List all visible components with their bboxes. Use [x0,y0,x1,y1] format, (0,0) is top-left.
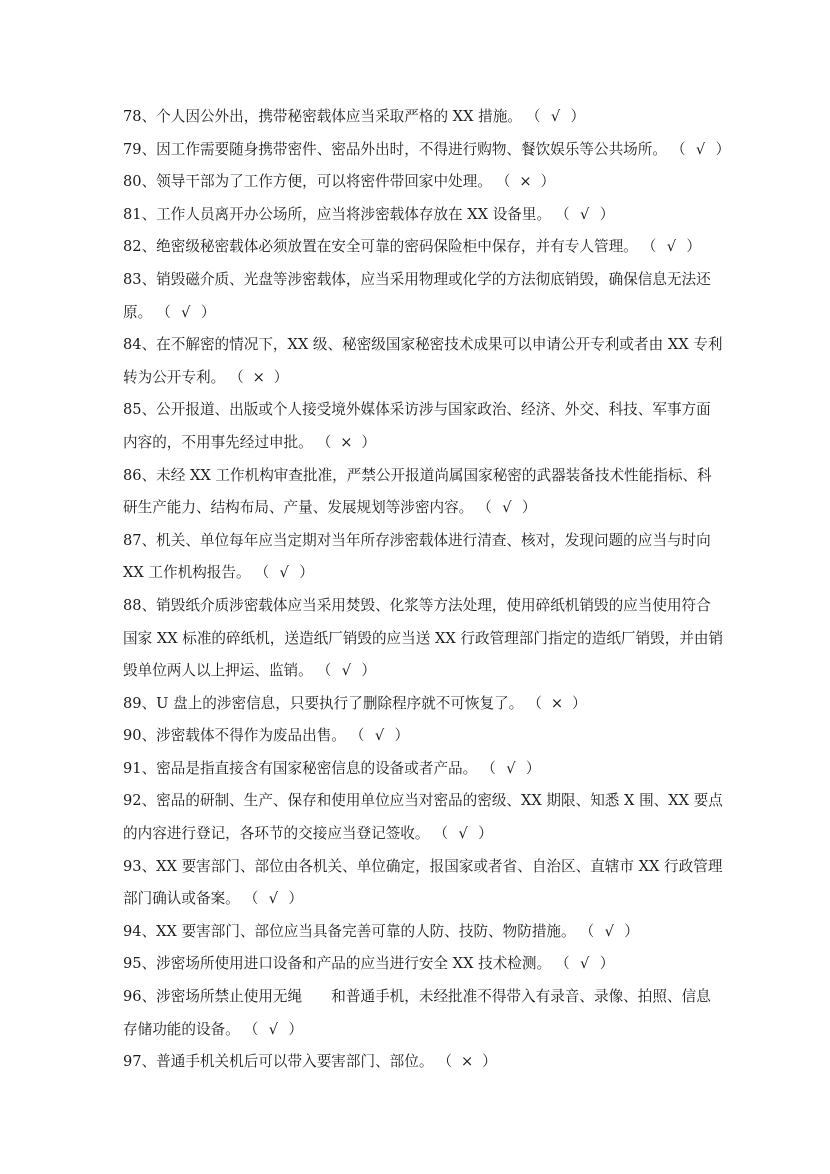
bracket-open: （ [349,727,365,745]
bracket-open: （ [437,1053,453,1071]
answer-value: √ [604,922,614,940]
answer-mark [555,953,614,975]
question-text: 83、销毁磁介质、光盘等涉密载体，应当采用物理或化学的方法彻底销毁，确保信息无法还 [123,270,711,288]
question-text: 89、U 盘上的涉密信息，只要执行了删除程序就不可恢复了。 [123,694,524,712]
question-text-line [123,1019,708,1052]
bracket-open: （ [243,890,259,908]
question-text: XX 工作机构报告。 [123,564,251,582]
question-text-line [123,367,708,400]
bracket-close: ） [599,205,615,223]
bracket-close: ） [599,955,615,973]
question-text: 84、在不解密的情况下，XX 级、秘密级国家秘密技术成果可以申请公开专利或者由 XX 专利 [123,336,723,354]
question-text-line [123,204,708,237]
question-item [123,921,708,954]
question-item [123,725,708,758]
answer-mark [350,725,409,747]
answer-value: √ [695,140,706,158]
question-text: 97、普通手机关机后可以带入要害部门、部位。 [123,1053,434,1071]
bracket-open: （ [641,238,657,256]
question-text-line [123,660,708,693]
bracket-close: ） [200,303,216,321]
question-text: 研生产能力、结构布局、产量、发展规划等涉密内容。 [123,499,474,517]
answer-mark [255,562,314,584]
question-text: 93、XX 要害部门、部位由各机关、单位确定，报国家或者省、自治区、直辖市 XX 行政管理 [123,857,723,875]
bracket-open: （ [316,662,332,680]
bracket-close: ） [478,825,493,843]
question-text: 81、工作人员离开办公场所，应当将涉密载体存放在 XX 设备里。 [123,205,552,223]
question-text: 94、XX 要害部门、部位应当具备完善可靠的人防、技防、物防措施。 [123,922,576,940]
question-text-line [123,530,711,563]
question-item [123,856,723,921]
question-item [123,953,708,986]
document-body [123,106,731,1084]
bracket-open: （ [555,955,570,973]
question-text: 82、绝密级秘密载体必须放置在安全可靠的密码保险柜中保存，并有专人管理。 [123,238,638,256]
question-text: 92、密品的研制、生产、保存和使用单位应当对密品的密级、XX 期限、知悉 X 围、XX 要点 [123,792,723,810]
answer-value: × [519,173,532,191]
question-text: 86、未经 XX 工作机构审查批准，严禁公开报道尚属国家秘密的武器装备技术性能指标、科 [123,466,712,484]
question-text-line [123,1051,708,1084]
answer-value: × [340,433,353,451]
answer-mark [555,204,614,226]
question-text-line [123,986,711,1019]
bracket-open: （ [229,368,244,386]
question-text-line [123,334,723,367]
question-text: 78、个人因公外出，携带秘密载体应当采取严格的 XX 措施。 [123,108,522,125]
bracket-open: （ [495,173,511,191]
question-text: 87、机关、单位每年应当定期对当年所存涉密载体进行清查、核对，发现问题的应当与时向 [123,531,711,549]
question-item [123,334,723,399]
bracket-open: （ [254,564,270,582]
question-text-line [123,725,708,758]
answer-value: √ [279,564,289,582]
question-text: 80、领导干部为了工作方便，可以将密件带回家中处理。 [123,173,492,191]
question-text-line [123,790,723,823]
question-text-line [123,432,708,465]
question-text-line [123,693,708,726]
answer-mark [527,693,586,715]
question-text: 90、涉密载体不得作为废品出售。 [123,727,346,745]
bracket-open: （ [555,205,570,223]
answer-mark [477,497,536,519]
question-text-line [123,595,711,628]
question-text: 国家 XX 标准的碎纸机，送造纸厂销毁的应当送 XX 行政管理部门指定的造纸厂销毁，并由销 [123,629,724,647]
question-item [123,399,711,464]
question-text-line [123,139,731,172]
bracket-close: ） [361,433,376,451]
question-text-line [123,921,708,954]
question-item [123,171,708,204]
answer-value: √ [268,1020,279,1038]
answer-value: √ [580,955,590,973]
answer-value: √ [268,890,279,908]
answer-mark [156,302,215,324]
answer-value: √ [550,108,561,125]
question-item [123,236,708,269]
bracket-close: ） [570,108,586,125]
question-item [123,530,711,595]
question-text-line [123,628,724,661]
question-item [123,269,711,334]
question-text-line [123,465,712,498]
question-text-line [123,171,708,204]
answer-mark [317,432,376,454]
answer-value: × [460,1053,474,1071]
bracket-close: ） [540,173,556,191]
question-item [123,790,723,855]
bracket-close: ） [525,759,541,777]
bracket-close: ） [482,1053,497,1071]
answer-mark [580,921,639,943]
bracket-close: ） [361,662,376,680]
question-text-line [123,302,708,335]
answer-mark [526,106,585,128]
question-item [123,693,708,726]
question-text: 的内容进行登记，各环节的交接应当登记签收。 [123,825,430,843]
answer-value: √ [666,238,677,256]
bracket-open: （ [433,825,449,843]
bracket-open: （ [156,303,171,321]
question-text-line [123,823,708,856]
question-text: 85、公开报道、出版或个人接受境外媒体采访涉与国家政治、经济、外交、科技、军事方面 [123,401,711,419]
answer-value: × [252,368,265,386]
question-text-line [123,758,708,791]
question-text-line [123,497,708,530]
bracket-open: （ [579,922,595,940]
bracket-close: ） [273,368,289,386]
question-item [123,758,708,791]
bracket-close: ） [686,238,701,256]
bracket-open: （ [243,1020,259,1038]
question-item [123,204,708,237]
question-text: 部门确认或备案。 [123,890,240,908]
bracket-open: （ [527,694,542,712]
question-text: 91、密品是指直接含有国家秘密信息的设备或者产品。 [123,759,478,777]
answer-value: √ [580,205,590,223]
question-text: 内容的，不用事先经过申批。 [123,433,313,451]
answer-value: √ [374,727,385,745]
bracket-open: （ [525,108,541,125]
question-text-line [123,888,708,921]
question-item [123,139,731,172]
question-text-line [123,399,711,432]
answer-mark [229,367,288,389]
question-text-line [123,269,711,302]
question-text: 79、因工作需要随身携带密件、密品外出时，不得进行购物、餐饮娱乐等公共场所。 [123,140,667,158]
bracket-close: ） [394,727,410,745]
question-text-line [123,953,708,986]
answer-value: × [550,694,564,712]
question-text-line [123,106,708,139]
question-text: 毁单位两人以上押运、监销。 [123,662,313,680]
question-text-line [123,236,708,269]
answer-mark [642,236,701,258]
question-text: 96、涉密场所禁止使用无绳 和普通手机，未经批准不得带入有录音、录像、拍照、信息 [123,988,711,1006]
bracket-close: ） [624,922,639,940]
bracket-close: ） [715,140,731,158]
question-item [123,595,724,693]
question-item [123,1051,708,1084]
question-item [123,106,708,139]
question-item [123,986,711,1051]
question-text-line [123,562,708,595]
question-text: 88、销毁纸介质涉密载体应当采用焚毁、化浆等方法处理，使用碎纸机销毁的应当使用符合 [123,596,711,614]
bracket-close: ） [288,1020,303,1038]
answer-mark [317,660,376,682]
bracket-close: ） [299,564,314,582]
answer-mark [244,1019,303,1041]
question-text: 95、涉密场所使用进口设备和产品的应当进行安全 XX 技术检测。 [123,955,552,973]
bracket-close: ） [288,890,303,908]
question-text: 原。 [123,303,153,321]
bracket-close: ） [521,499,537,517]
bracket-close: ） [571,694,587,712]
answer-value: √ [181,303,191,321]
answer-value: √ [502,499,512,517]
answer-mark [496,171,555,193]
question-text: 存储功能的设备。 [123,1020,240,1038]
answer-mark [671,139,730,161]
answer-mark [433,823,492,845]
answer-value: √ [506,759,516,777]
bracket-open: （ [316,433,332,451]
answer-mark [244,888,303,910]
bracket-open: （ [481,759,496,777]
question-item [123,465,712,530]
answer-mark [437,1051,496,1073]
bracket-open: （ [670,140,686,158]
question-text: 转为公开专利。 [123,368,226,386]
answer-value: √ [341,662,351,680]
answer-value: √ [458,825,468,843]
bracket-open: （ [477,499,492,517]
question-text-line [123,856,723,889]
answer-mark [481,758,540,780]
